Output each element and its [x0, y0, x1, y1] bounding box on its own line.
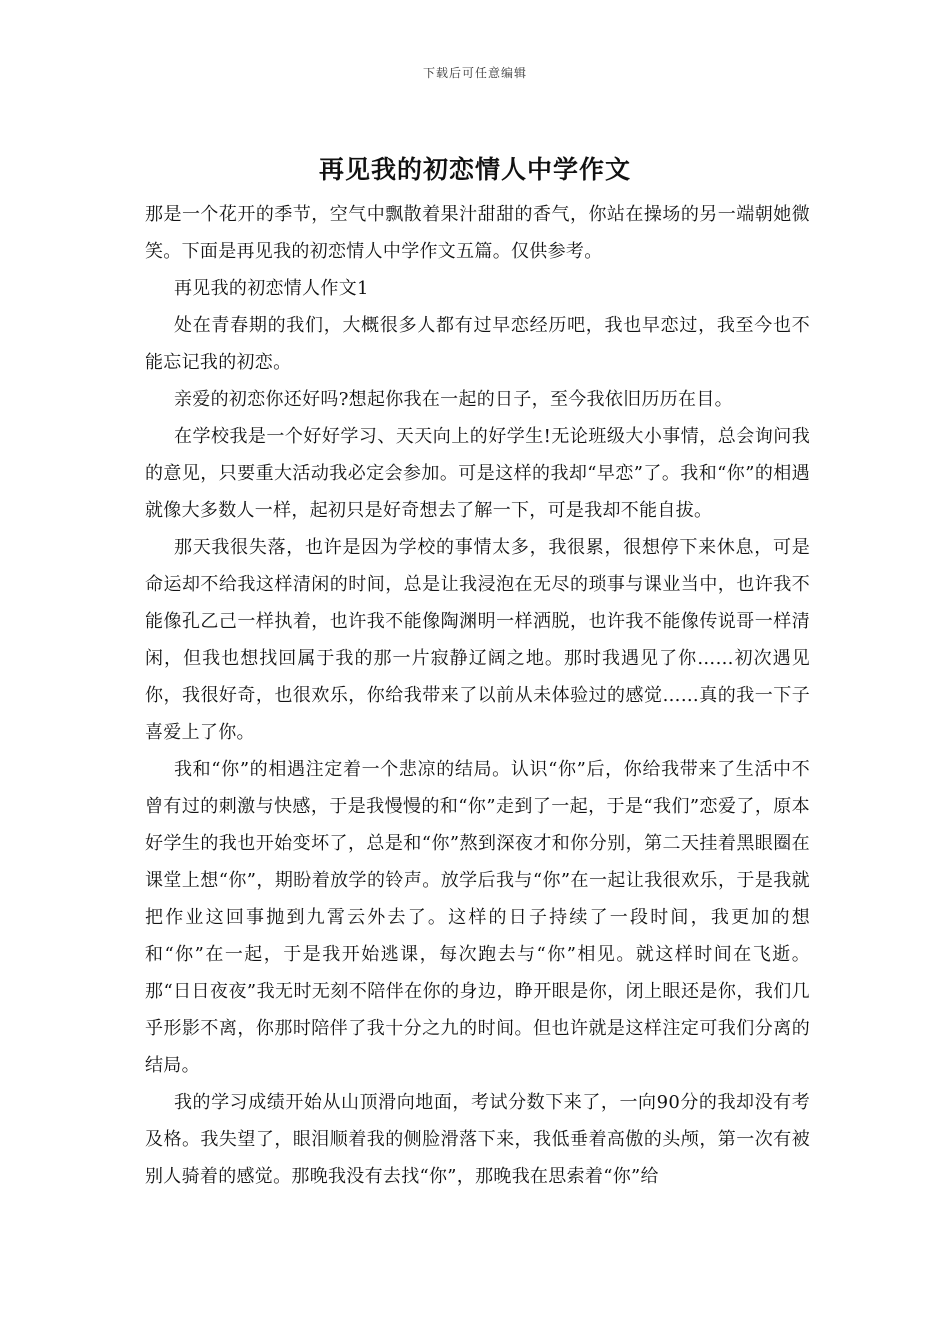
section-heading: 再见我的初恋情人作文1 [174, 278, 369, 299]
paragraph: 处在青春期的我们，大概很多人都有过早恋经历吧，我也早恋过，我至今也不能忘记我的初恋。 [145, 315, 810, 373]
paragraph: 亲爱的初恋你还好吗?想起你我在一起的日子，至今我依旧历历在目。 [174, 389, 733, 410]
header-note: 下载后可任意编辑 [422, 66, 527, 80]
paragraph: 那天我很失落，也许是因为学校的事情太多，我很累，很想停下来休息，可是命运却不给我这样清闲的时间，总是让我浸泡在无尽的琐事与课业当中，也许我不能像孔乙己一样执着，也许我不能像陶渊明一样洒脱，也许我不能像传说哥一样清闲，但我也想找回属于我的那一片寂静辽阔之地。那时我遇见了你……初次遇见你，我很好奇，也很欢乐，你给我带来了以前从未体验过的感觉……真的我一下子喜爱上了你。 [145, 537, 810, 743]
document-title: 再见我的初恋情人中学作文 [318, 155, 631, 184]
paragraph: 在学校我是一个好好学习、天天向上的好学生!无论班级大小事情，总会询问我的意见，只要重大活动我必定会参加。可是这样的我却“早恋”了。我和“你”的相遇就像大多数人一样，起初只是好奇想去了解一下，可是我却不能自拔。 [145, 426, 810, 521]
paragraph-intro: 那是一个花开的季节，空气中飘散着果汁甜甜的香气，你站在操场的另一端朝她微笑。下面是再见我的初恋情人中学作文五篇。仅供参考。 [145, 204, 810, 262]
document-body [145, 196, 810, 1195]
paragraph: 我的学习成绩开始从山顶滑向地面，考试分数下来了，一向90分的我却没有考及格。我失望了，眼泪顺着我的侧脸滑落下来，我低垂着高傲的头颅，第一次有被别人骑着的感觉。那晚我没有去找“你”，那晚我在思索着“你”给 [145, 1092, 810, 1187]
paragraph: 我和“你”的相遇注定着一个悲凉的结局。认识“你”后，你给我带来了生活中不曾有过的刺激与快感，于是我慢慢的和“你”走到了一起，于是“我们”恋爱了，原本好学生的我也开始变坏了，总是和“你”熬到深夜才和你分别，第二天挂着黑眼圈在课堂上想“你”，期盼着放学的铃声。放学后我与“你”在一起让我很欢乐，于是我就把作业这回事抛到九霄云外去了。这样的日子持续了一段时间，我更加的想和“你”在一起，于是我开始逃课，每次跑去与“你”相见。就这样时间在飞逝。那“日日夜夜”我无时无刻不陪伴在你的身边，睁开眼是你，闭上眼还是你，我们几乎形影不离，你那时陪伴了我十分之九的时间。但也许就是这样注定可我们分离的结局。 [145, 759, 810, 1076]
